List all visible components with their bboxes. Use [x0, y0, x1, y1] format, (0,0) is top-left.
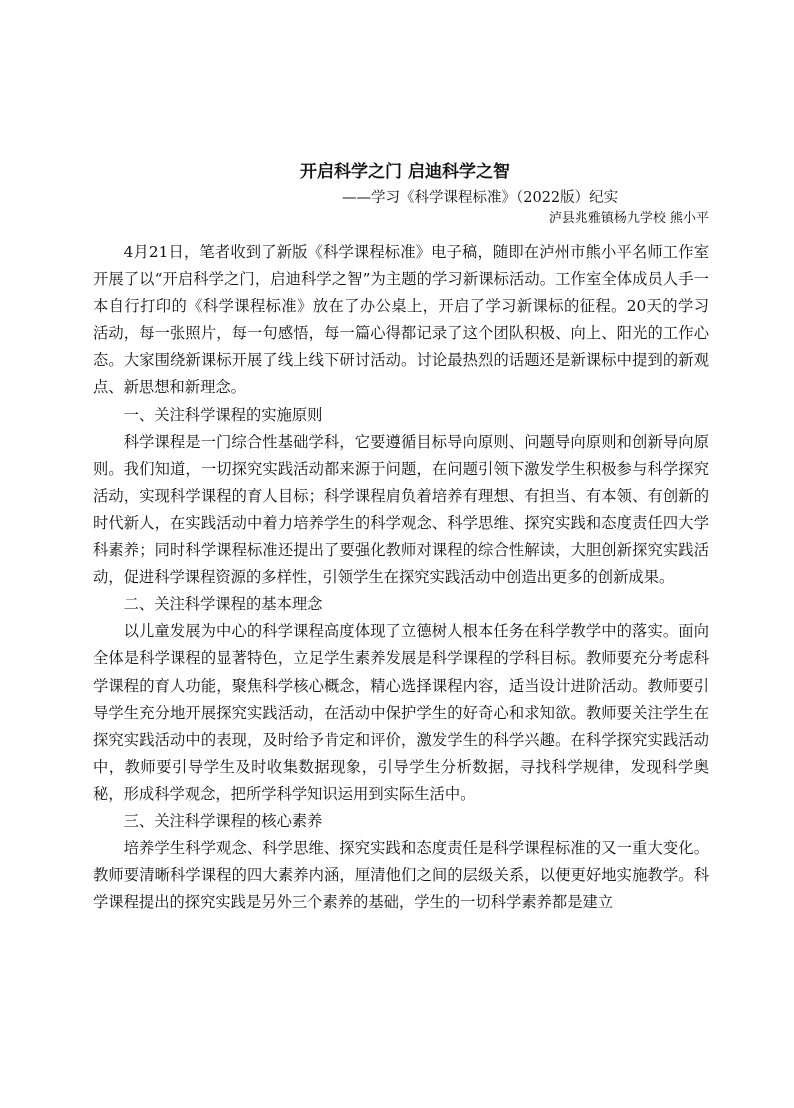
section-heading-principles: 一、关注科学课程的实施原则 [123, 405, 323, 424]
document-page [93, 158, 709, 916]
document-title: 开启科学之门 启迪科学之智 [300, 162, 510, 182]
document-subtitle: ——学习《科学课程标准》（2022版）纪实 [342, 190, 619, 206]
paragraph-principles: 科学课程是一门综合性基础学科，它要遵循目标导向原则、问题导向原则和创新导向原则。我们知道，一切探究实践活动都来源于问题，在问题引领下激发学生积极参与科学探究活动，实现科学课程的育人目标；科学课程肩负着培养有理想、有担当、有本领、有创新的时代新人，在实践活动中着力培养学生的科学观念、科学思维、探究实践和态度责任四大学科素养；同时科学课程标准还提出了要强化教师对课程的综合性解读，大胆创新探究实践活动，促进科学课程资源的多样性，引领学生在探究实践活动中创造出更多的创新成果。 [93, 432, 709, 587]
author-line: 泸县兆雅镇杨九学校 熊小平 [548, 211, 709, 226]
document-body [93, 239, 709, 916]
section-heading-concepts: 二、关注科学课程的基本理念 [123, 595, 323, 614]
paragraph-literacy: 培养学生科学观念、科学思维、探究实践和态度责任是科学课程标准的又一重大变化。教师要清晰科学课程的四大素养内涵，厘清他们之间的层级关系，以便更好地实施教学。科学课程提出的探究实践是另外三个素养的基础，学生的一切科学素养都是建立 [93, 839, 709, 912]
paragraph-intro: 4月21日，笔者收到了新版《科学课程标准》电子稿，随即在泸州市熊小平名师工作室开展了以“开启科学之门，启迪科学之智”为主题的学习新课标活动。工作室全体成员人手一本自行打印的《科学课程标准》放在了办公桌上，开启了学习新课标的征程。20天的学习活动，每一张照片，每一句感悟，每一篇心得都记录了这个团队积极、向上、阳光的工作心态。大家围绕新课标开展了线上线下研讨活动。讨论最热烈的话题还是新课标中提到的新观点、新思想和新理念。 [93, 243, 709, 397]
paragraph-concepts: 以儿童发展为中心的科学课程高度体现了立德树人根本任务在科学教学中的落实。面向全体是科学课程的显著特色，立足学生素养发展是科学课程的学科目标。教师要充分考虑科学课程的育人功能，聚焦科学核心概念，精心选择课程内容，适当设计进阶活动。教师要引导学生充分地开展探究实践活动，在活动中保护学生的好奇心和求知欲。教师要关注学生在探究实践活动中的表现，及时给予肯定和评价，激发学生的科学兴趣。在科学探究实践活动中，教师要引导学生及时收集数据现象，引导学生分析数据，寻找科学规律，发现科学奥秘，形成科学观念，把所学科学知识运用到实际生活中。 [93, 622, 709, 803]
section-heading-literacy: 三、关注科学课程的核心素养 [123, 811, 323, 830]
